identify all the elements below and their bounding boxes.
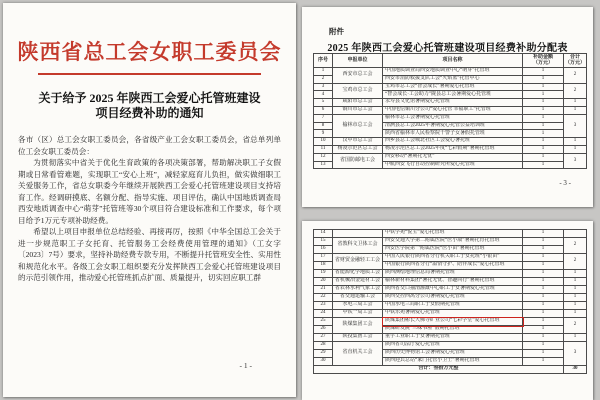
amount-cell: 1: [523, 75, 564, 83]
amount-cell: 1: [523, 114, 564, 122]
unit-cell: 西安市总工会: [333, 68, 383, 84]
serial-cell: 7: [314, 114, 333, 122]
serial-cell: 11: [314, 145, 333, 153]
unit-cell: 省财贸金融轻工工会: [333, 254, 383, 270]
allocation-table-part2: [313, 229, 587, 374]
letterhead-title: 陕西省总工会女职工委员会: [17, 40, 282, 64]
amount-cell: 1: [523, 310, 564, 318]
table-row: [314, 254, 587, 262]
allocation-table-header-row: [314, 54, 587, 68]
total-cell: 1: [564, 302, 587, 310]
total-cell: 1: [564, 310, 587, 318]
amount-cell: 1: [523, 286, 564, 294]
unit-cell: [333, 230, 383, 238]
serial-cell: 2: [314, 75, 333, 83]
serial-cell: 30: [314, 358, 333, 366]
attachment-page-2: [302, 221, 593, 400]
serial-cell: 9: [314, 130, 333, 138]
amount-cell: 1: [523, 278, 564, 286]
table-row: [314, 302, 587, 310]
total-cell: 1: [564, 106, 587, 114]
unit-cell: 省农林水利气象工会: [333, 286, 383, 294]
unit-cell: 咸阳市总工会: [333, 99, 383, 107]
project-cell: 清涧县总工会2025年暑期爱心托管公益培训班: [383, 122, 523, 130]
amount-cell: 1: [523, 246, 564, 254]
unit-cell: 宝鸡市总工会: [333, 83, 383, 99]
project-cell: 陕西省交口抽渭灌溉中心职工子女暑期爱心托管班: [383, 286, 523, 294]
notice-body: [18, 134, 281, 284]
total-cell: 1: [564, 334, 587, 342]
column-header: 项目名称: [383, 54, 523, 68]
table-row: [314, 153, 587, 161]
project-cell: 陕西省榆林市人民检察院干警子女暑假托管班: [383, 130, 523, 138]
letterhead-divider: [38, 73, 261, 75]
project-cell: 中国银行陕西省分行“温情守护、陪伴成长”爱心托管班: [383, 262, 523, 270]
project-cell: 榆林新材料集团“暑托无忧、智趣同行”暑期托管班: [383, 278, 523, 286]
project-cell: 陕西历史博物馆工会暑期爱心托管班: [383, 350, 523, 358]
project-cell: 中国人民银行陕西省分行机关职工子女托班“小银苗”: [383, 254, 523, 262]
table-row: [314, 138, 587, 146]
unit-cell: 省直机关工会: [333, 342, 383, 366]
page-number-right-top: - 3 -: [559, 179, 571, 187]
serial-cell: 25: [314, 318, 333, 326]
total-cell: 1: [564, 145, 587, 153]
amount-cell: 1: [523, 358, 564, 366]
document-title: [3, 91, 296, 121]
unit-cell: 省国防邮电工会: [333, 153, 383, 169]
table-row: [314, 99, 587, 107]
attachment-page-1: [302, 7, 593, 207]
table-row: [314, 114, 587, 122]
table-row: [314, 145, 587, 153]
serial-cell: 3: [314, 83, 333, 91]
serial-cell: 10: [314, 138, 333, 146]
table-row: [314, 318, 587, 326]
project-cell: 西安医学院第一附属医院“医小苗”暑期托管班: [383, 246, 523, 254]
amount-cell: 1: [523, 262, 564, 270]
project-cell: 中国地质调查局西安地质调查中心“萌芽”托管班: [383, 68, 523, 76]
serial-cell: 27: [314, 334, 333, 342]
paragraph-2: 希望以上项目申报单位总结经验、再接再厉，按照《中华全国总工会关于进一步规范职工子女托育、托管服务工会经费使用管理的通知》（工女字〔2023〕7号）要求，坚持补助经费专款专用，不断提升托管班安全性、实用性和规范化水平。各级工会女职工组织要充分发挥陕西工会爱心托管班建设项目的示范引领作用，推动爱心托管班抓点扩面、质量提升，切实回应职工群: [18, 227, 281, 282]
serial-cell: 26: [314, 326, 333, 334]
amount-cell: 1: [523, 153, 564, 161]
unit-cell: 铜川市总工会: [333, 106, 383, 114]
serial-cell: 18: [314, 262, 333, 270]
project-cell: 中国电信铜川分公司“爱心托管 幸福职工”托管班: [383, 106, 523, 114]
project-cell: 榆林市总工会暑期爱心托管班: [383, 114, 523, 122]
project-cell: 中铁学苑“悦宝”爱心托管班: [383, 230, 523, 238]
project-cell: “智会成长·工会助力”陇县总工会暑期爱心托管班: [383, 91, 523, 99]
project-cell: 西安交通大学第二附属医院“医小康”暑期托育托管班: [383, 238, 523, 246]
project-cell: 中铁乐苑暑期爱心托管班: [383, 310, 523, 318]
project-cell: 中国水电三局职工子女假期托管班: [383, 302, 523, 310]
allocation-table-part1: [313, 53, 587, 169]
serial-cell: 12: [314, 153, 333, 161]
serial-cell: 29: [314, 350, 333, 358]
amount-cell: 1: [523, 326, 564, 334]
total-cell: 3: [564, 342, 587, 366]
project-cell: 宝鸡市总工会“智会成长”暑期爱心托管班: [383, 83, 523, 91]
total-cell: 2: [564, 238, 587, 254]
column-header: 补助金额 （万元）: [523, 54, 564, 68]
serial-cell: 13: [314, 161, 333, 169]
total-cell: 2: [564, 68, 587, 84]
allocation-table-title: 2025 年陕西工会爱心托管班建设项目经费补助分配表: [327, 43, 568, 54]
amount-cell: 1: [523, 318, 564, 326]
amount-cell: 1: [523, 161, 564, 169]
project-cell: 陕西省司法厅爱心托管班: [383, 342, 523, 350]
table-row: [314, 286, 587, 294]
table-footer-row: [314, 366, 587, 374]
page-number-left: - 1 -: [239, 361, 252, 370]
document-title-line1: 关于给予 2025 年陕西工会爱心托管班建设: [38, 91, 261, 105]
project-cell: 陕西测绘地理信息局暑期托管班: [383, 270, 523, 278]
project-cell: 永寿县文化馆暑期爱心托管班: [383, 99, 523, 107]
amount-cell: 1: [523, 130, 564, 138]
salutation: 各市（区）总工会女职工委员会，各省级产业工会女职工委员会，省总单列单位工会女职工委员会：: [18, 135, 281, 156]
document-title-line2: 项目经费补助的通知: [95, 106, 204, 120]
table-row: [314, 278, 587, 286]
serial-cell: 16: [314, 246, 333, 254]
total-cell: 1: [564, 286, 587, 294]
total-cell: 1: [564, 99, 587, 107]
project-cell: 中航西安飞行自动控制研究所爱心托管班: [383, 161, 523, 169]
amount-cell: 1: [523, 91, 564, 99]
unit-cell: 榆林市总工会: [333, 114, 383, 137]
amount-cell: 1: [523, 350, 564, 358]
amount-cell: 1: [523, 270, 564, 278]
serial-cell: 1: [314, 68, 333, 76]
serial-cell: 21: [314, 286, 333, 294]
unit-cell: 省机械冶金建材工会: [333, 278, 383, 286]
total-cell: 1: [564, 270, 587, 278]
serial-cell: 20: [314, 278, 333, 286]
serial-cell: 19: [314, 270, 333, 278]
project-cell: 重宇工业职工子女暑期托管班: [383, 334, 523, 342]
serial-cell: 6: [314, 106, 333, 114]
total-cell: 1: [564, 278, 587, 286]
table-row: [314, 270, 587, 278]
amount-cell: 1: [523, 238, 564, 246]
total-cell: 1: [564, 294, 587, 302]
project-cell: 杨凌示范区总工会2025年度“七彩假期”暑期托管班: [383, 145, 523, 153]
unit-cell: 陕煤集团工会: [333, 318, 383, 334]
grand-total-label: 合计：叁拾万元整: [314, 366, 564, 374]
unit-cell: 杨凌示范区总工会: [333, 145, 383, 153]
serial-cell: 24: [314, 310, 333, 318]
amount-cell: 1: [523, 68, 564, 76]
amount-cell: 1: [523, 106, 564, 114]
unit-cell: 省交通运输工会: [333, 294, 383, 302]
project-cell: 陕西交控西禹分公司暑期爱心托管班: [383, 294, 523, 302]
project-cell-highlighted: 陕煤集团彬长大佛寺矿业公司“七彩学堂”爱心托管班: [383, 318, 523, 326]
amount-cell: 1: [523, 122, 564, 130]
column-header: 合计 （万元）: [564, 54, 585, 66]
total-cell: 3: [564, 114, 587, 137]
table-row: [314, 83, 587, 91]
amount-cell: 1: [523, 230, 564, 238]
amount-cell: 1: [523, 99, 564, 107]
project-cell: 西安移动“暑期托无忧”: [383, 153, 523, 161]
total-cell: 2: [564, 254, 587, 270]
table-row: [314, 342, 587, 350]
table-row: [314, 68, 587, 76]
column-header: 申报单位: [333, 54, 383, 68]
unit-cell: 陕投集团工会: [333, 334, 383, 342]
amount-cell: 1: [523, 334, 564, 342]
serial-cell: 8: [314, 122, 333, 130]
unit-cell: 省教科文卫体工会: [333, 238, 383, 254]
unit-cell: 省能源化学地质工会: [333, 270, 383, 278]
unit-cell: 中铁一局工会: [333, 310, 383, 318]
amount-cell: 1: [523, 145, 564, 153]
serial-cell: 28: [314, 342, 333, 350]
unit-cell: 水电三局工会: [333, 302, 383, 310]
total-cell: 2: [564, 318, 587, 334]
amount-cell: 1: [523, 294, 564, 302]
project-cell: 西安市消防救援支队工会“火焰蓝”托管中心: [383, 75, 523, 83]
serial-cell: 5: [314, 99, 333, 107]
serial-cell: 23: [314, 302, 333, 310]
amount-cell: 1: [523, 302, 564, 310]
attachment-label: 附件: [329, 27, 344, 36]
total-cell: 2: [564, 83, 587, 99]
grand-total-value: 30: [564, 366, 587, 374]
notice-page: [3, 3, 296, 397]
total-cell: 3: [564, 153, 587, 169]
serial-cell: 22: [314, 294, 333, 302]
amount-cell: 1: [523, 254, 564, 262]
project-cell: 西乡县总工会城北社区工会爱心暑托班: [383, 138, 523, 146]
serial-cell: 14: [314, 230, 333, 238]
amount-cell: 1: [523, 342, 564, 350]
project-cell: 陕煤研发院“三味书屋”假期托管班: [383, 326, 523, 334]
serial-cell: 4: [314, 91, 333, 99]
table-row: [314, 310, 587, 318]
column-header: 序号: [314, 54, 333, 68]
table-row: [314, 106, 587, 114]
unit-cell: 汉中市总工会: [333, 138, 383, 146]
table-row: [314, 238, 587, 246]
table-row: [314, 334, 587, 342]
serial-cell: 17: [314, 254, 333, 262]
table-row: [314, 294, 587, 302]
total-cell: [564, 230, 587, 238]
paragraph-1: 为贯彻落实中省关于优化生育政策的各项决策部署，帮助解决职工子女假期或日常看管难题，实现职工“安心上班”，减轻家庭育儿负担，做实做细职工关爱服务工作，省总女职委今年继续开展陕西工会爱心托管班建设项目支持培育工作。经调研摸底、名额分配、指导实施、项目评估，确认中国地质调查局西安地质调查中心“萌芽”托管班等30个项目符合建设标准和工作要求，每个项目给予1万元专项补助经费。: [18, 158, 281, 225]
project-cell: 陕西迎宾总站“家门托管小卫士”暑期托管班: [383, 358, 523, 366]
table-row: [314, 230, 587, 238]
total-cell: 1: [564, 138, 587, 146]
amount-cell: 1: [523, 138, 564, 146]
amount-cell: 1: [523, 83, 564, 91]
serial-cell: 15: [314, 238, 333, 246]
